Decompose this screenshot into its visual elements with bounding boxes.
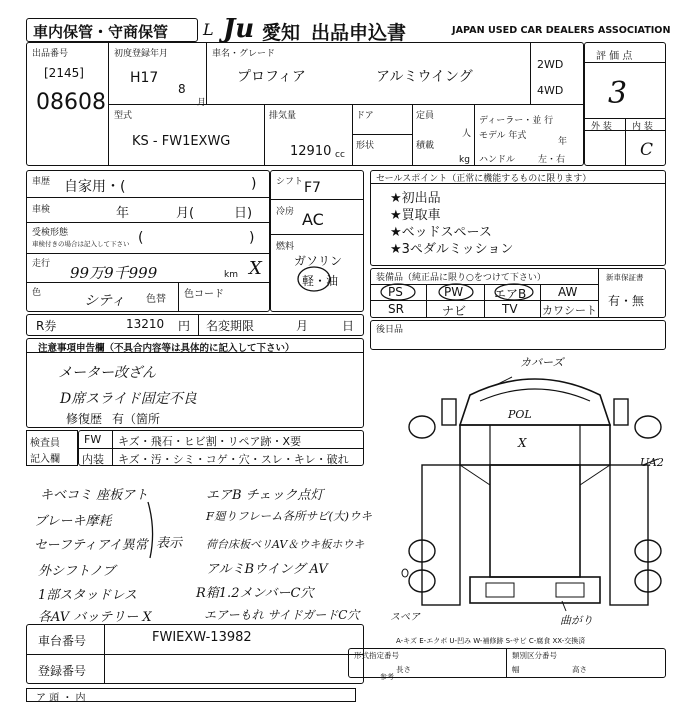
handwritten-note: 荷台床板ベリAV＆ウキ板ホウキ (206, 538, 365, 551)
sales-points-list (390, 190, 513, 258)
fuel-circle (296, 264, 332, 294)
capacity-label: 定員 (416, 111, 435, 121)
sales-point: ★3ペダルミッション (390, 242, 514, 257)
color-code-label: 色コード (184, 289, 224, 300)
shape-label: 形状 (356, 141, 375, 151)
after-doc-label: 後日品 (376, 325, 404, 335)
notes-label: 注意事項申告欄（不具合内容等は具体的に記入して下さい） (38, 343, 295, 354)
handwritten-note: キベコミ 座板アト (40, 488, 149, 503)
equipment-circles (378, 282, 558, 302)
car-model-name: プロフィア (237, 69, 306, 85)
type-spec-label: 形式指定番号 (354, 651, 399, 660)
width-label: 幅 (512, 665, 520, 674)
displacement-unit: cc (335, 150, 345, 160)
storage-mark: L (203, 20, 214, 39)
document-title: 出品申込書 (311, 22, 407, 44)
registration-label: 登録番号 (38, 664, 87, 678)
interior-inspector-label: 内装 (82, 453, 104, 466)
car-grade: アルミウイング (376, 69, 473, 85)
usage-label: 車歴 (32, 177, 51, 187)
new-car-warranty-label: 新車保証書 (606, 273, 644, 282)
interior-label: 内 装 (632, 122, 653, 132)
brand-name: 愛知 (262, 22, 301, 44)
lot-small-number: [2145] (44, 66, 84, 80)
equip-pw: PW (444, 285, 464, 299)
dealer-parallel: ディーラー・並 行 (479, 116, 554, 126)
reference-label: 参考 (380, 673, 394, 681)
handwritten-note: R箱1.2メンバーC穴 (196, 586, 314, 601)
first-reg-month: 8 (178, 82, 186, 96)
first-reg-label: 初度登録年月 (114, 49, 169, 59)
year-unit: 年 (558, 137, 568, 147)
height-label: 高さ (572, 665, 587, 674)
truck-diagram (400, 355, 670, 627)
name-change-label: 名変期限 (206, 319, 255, 333)
handle-label: ハンドル (479, 155, 516, 165)
equip-airbag: エアB (494, 287, 527, 301)
storage-tag: 車内保管・守商保管 (33, 23, 169, 41)
equip-aw: AW (558, 285, 578, 299)
load-label: 積載 (416, 141, 435, 151)
doors-label: ドア (356, 111, 374, 121)
handwritten-note: エアB チェック点灯 (206, 488, 324, 503)
receipt-label: 受検形態 (32, 228, 69, 238)
after-doc-box (370, 320, 666, 350)
diagram-note-x: X (518, 436, 527, 450)
handwritten-note: 表示 (156, 536, 183, 551)
handwritten-note: セーフティアイ異常 (34, 538, 148, 553)
color-value: シティ (84, 293, 125, 309)
inspection-year: 年 (116, 206, 130, 221)
drive-4wd: 4WD (537, 84, 564, 97)
receipt-open: ( (138, 230, 144, 246)
receipt-close: ) (249, 230, 255, 246)
mileage-unit: km (224, 270, 238, 280)
fw-items: キズ・飛石・ヒビ割・リペア跡・X要 (118, 435, 302, 448)
ac-label: 冷房 (276, 207, 295, 217)
interior-items: キズ・汚・シミ・コゲ・穴・スレ・キレ・破れ (118, 453, 349, 466)
handwritten-note: F廻りフレーム各所サビ(大)ウキ (206, 509, 372, 523)
mileage-label: 走行 (32, 259, 51, 269)
first-reg-month-unit: 月 (197, 98, 207, 108)
equip-navi: ナビ (442, 304, 467, 318)
damage-legend: A-キズ E-エクボ U-凹み W-補修跡 S-サビ C-腐食 XX-交換済 (396, 637, 586, 645)
handwritten-note: アルミBウイング AV (206, 562, 328, 577)
sales-point: ★初出品 (390, 191, 441, 206)
diagram-note-spare: スペア (390, 612, 420, 623)
model-year-label: モデル 年式 (479, 131, 527, 141)
bottom-cut-text: ア 頭 ・ 内 (36, 693, 86, 704)
handwritten-bracket (142, 500, 162, 560)
displacement-label: 排気量 (269, 111, 297, 121)
diagram-note-pol: POL (508, 408, 532, 421)
handwritten-note: エアーもれ サイドガードC穴 (204, 608, 360, 622)
usage-value: 自家用・( (64, 179, 126, 195)
name-grade-label: 車名・グレード (212, 49, 276, 59)
score-label: 評 価 点 (596, 51, 633, 62)
drive-2wd: 2WD (537, 58, 564, 71)
fw-label: FW (84, 433, 102, 446)
shift-label: シフト (276, 177, 304, 187)
model-code: KS - FW1EXWG (132, 134, 231, 149)
inspector-label-2: 記入欄 (30, 454, 60, 465)
chassis-label: 車台番号 (38, 634, 87, 648)
inspection-month: 月( (176, 206, 195, 221)
first-reg-era: H17 (130, 70, 159, 86)
inspection-label: 車検 (32, 205, 51, 215)
handwritten-note: 外シフトノブ (38, 564, 116, 579)
diagram-note-right: UA2 (640, 456, 664, 469)
exterior-label: 外 装 (591, 122, 612, 132)
color-change-label: 色替 (146, 294, 166, 305)
inspection-day: 日) (234, 206, 253, 221)
handwritten-note: 各AV バッテリー X (38, 610, 152, 625)
model-code-label: 型式 (114, 111, 133, 121)
ac-value: AC (302, 210, 324, 229)
new-car-warranty-value: 有・無 (608, 294, 645, 308)
association-name: JAPAN USED CAR DEALERS ASSOCIATION (452, 25, 671, 36)
diagram-note-top: カバーズ (520, 356, 564, 369)
fuel-gasoline: ガソリン (294, 254, 343, 268)
handle-value: 左・右 (538, 155, 566, 165)
class-number-label: 類別区分番号 (512, 651, 557, 660)
interior-score: C (640, 140, 654, 160)
mileage-mark: X (249, 258, 262, 279)
chassis-number: FWIEXW-13982 (152, 630, 252, 645)
inspector-label: 検査員 (30, 438, 60, 449)
capacity-unit: 人 (462, 129, 472, 139)
shift-value: F7 (304, 180, 321, 196)
equip-ps: PS (388, 285, 403, 299)
lot-number-label: 出品番号 (32, 49, 69, 59)
name-change-day: 日 (342, 319, 355, 333)
notes-line-2: D席スライド固定不良 (60, 391, 197, 407)
mileage-value: 99万9千999 (70, 264, 158, 282)
repair-label: 修復歴 (66, 412, 103, 426)
equip-tv: TV (502, 302, 518, 316)
notes-line-1: メーター改ざん (58, 365, 156, 381)
sales-points-label: セールスポイント（正常に機能するものに限ります） (376, 174, 592, 184)
sales-point: ★ベッドスペース (390, 225, 492, 240)
sales-point: ★買取車 (390, 208, 441, 223)
length-label: 長さ (396, 665, 411, 674)
diagram-note-bottom: 曲がり (560, 614, 593, 627)
displacement: 12910 (290, 144, 332, 159)
repair-value: 有（箇所 (112, 412, 161, 426)
equip-sr: SR (388, 302, 404, 316)
receipt-note: 車検付きの場合は記入して下さい (32, 240, 130, 248)
color-label: 色 (32, 288, 42, 298)
handwritten-note: ブレーキ摩耗 (34, 514, 112, 529)
storage-tag-box (26, 18, 198, 42)
ju-logo: Ju (223, 14, 255, 44)
score-value: 3 (608, 76, 628, 111)
recycle-box (26, 314, 364, 336)
recycle-value: 13210 (126, 317, 165, 331)
lot-number: 08608 (36, 90, 106, 115)
equip-seat: カワシート (542, 304, 597, 317)
name-change-month: 月 (296, 319, 309, 333)
handwritten-note: 1部スタッドレス (38, 588, 137, 603)
fuel-diesel: 軽・油 (302, 274, 339, 288)
equipment-label: 装備品（純正品に限り○をつけて下さい） (376, 273, 546, 283)
recycle-unit: 円 (178, 319, 191, 333)
usage-close: ) (251, 176, 257, 192)
fuel-label: 燃料 (276, 242, 295, 252)
load-unit: kg (459, 155, 470, 165)
recycle-label: R券 (36, 319, 57, 333)
